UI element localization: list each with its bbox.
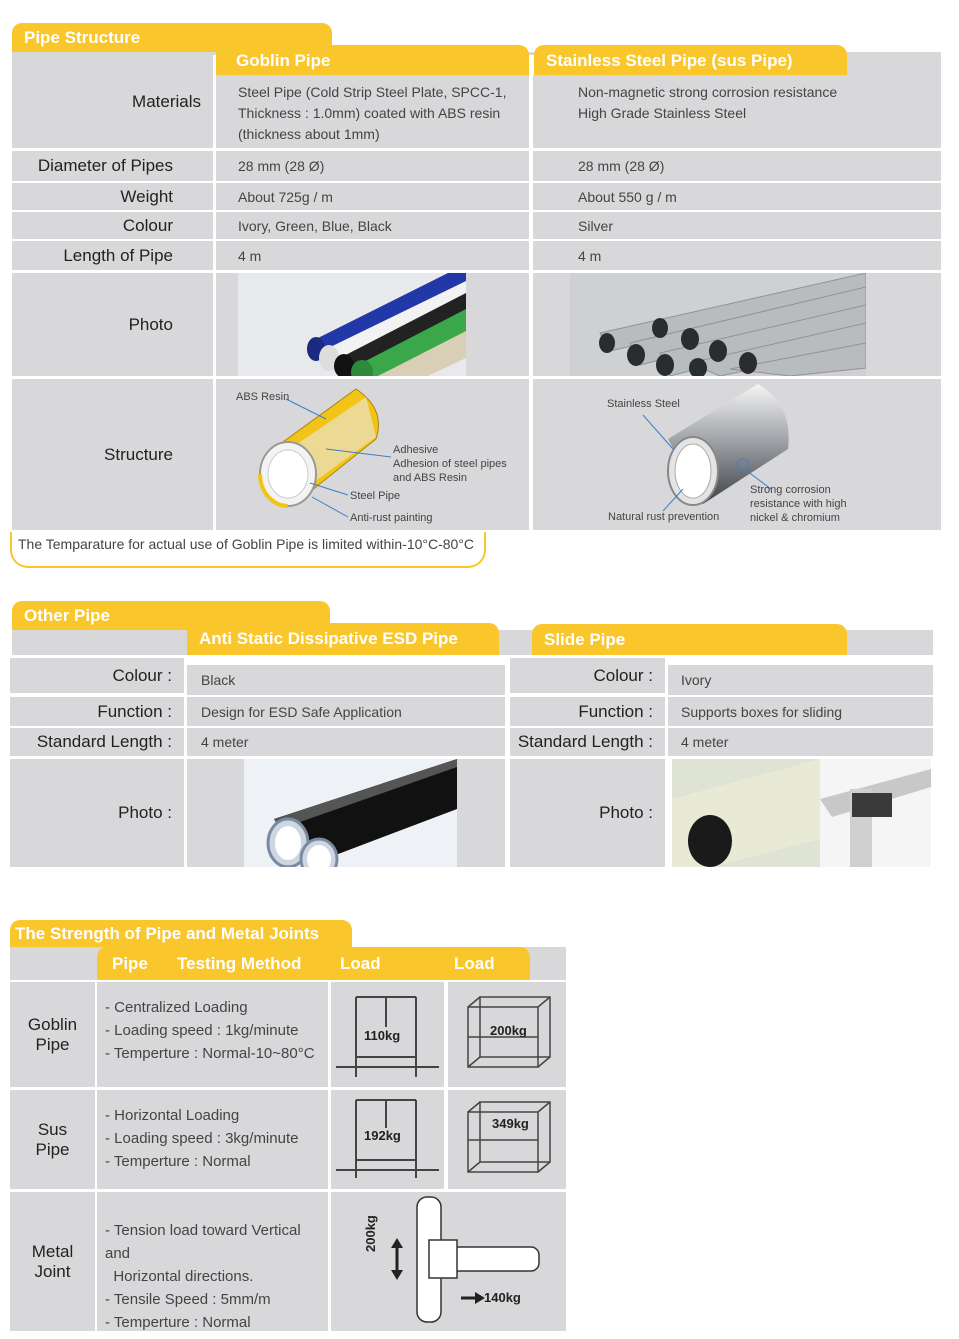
goblin-length: 4 m: [216, 241, 529, 270]
load-value: 110kg: [364, 1028, 401, 1043]
row-label-photo: Photo: [12, 273, 213, 376]
esd-colour: Black: [187, 665, 505, 695]
strength-label-sus: Sus Pipe: [10, 1090, 95, 1189]
header-load-1: Load: [340, 953, 381, 973]
row-label-materials: Materials: [12, 55, 213, 148]
strength-method-metal-joint: - Tension load toward Vertical and Horizontal directions. - Tensile Speed : 5mm/m - Temperture : Normal: [97, 1192, 328, 1331]
esd-length: 4 meter: [187, 728, 505, 756]
load-value: 200kg: [490, 1023, 527, 1038]
load-value: 192kg: [364, 1128, 401, 1143]
sus-diameter: 28 mm (28 Ø): [533, 151, 941, 181]
slide-pipe-photo: [672, 759, 931, 867]
strength-header: [97, 947, 530, 980]
load-figure-sus-frame: [331, 1090, 444, 1189]
slide-length: 4 meter: [668, 728, 933, 756]
load-figure-sus-cube: [448, 1090, 566, 1189]
label-strong-corrosion: Strong corrosion resistance with high nickel & chromium: [750, 484, 847, 524]
col-header-slide: Slide Pipe: [532, 624, 847, 655]
strength-method-sus: - Horizontal Loading - Loading speed : 3kg/minute - Temperture : Normal: [97, 1090, 328, 1189]
section-title-strength: The Strength of Pipe and Metal Joints: [10, 920, 352, 948]
label-anti-rust: Anti-rust painting: [350, 512, 433, 524]
esd-label-photo: Photo :: [10, 759, 184, 867]
label-adhesive: Adhesive Adhesion of steel pipes and ABS Resin: [393, 444, 507, 484]
col-header-esd: Anti Static Dissipative ESD Pipe: [187, 623, 499, 655]
row-label-length: Length of Pipe: [12, 241, 213, 270]
label-abs-resin: ABS Resin: [236, 391, 290, 403]
esd-function: Design for ESD Safe Application: [187, 697, 505, 726]
row-label-colour: Colour: [12, 212, 213, 239]
esd-label-length: Standard Length :: [10, 728, 184, 756]
header-load-2: Load: [454, 953, 495, 973]
strength-method-goblin: - Centralized Loading - Loading speed : 1kg/minute - Temperture : Normal-10~80°C: [97, 982, 328, 1087]
esd-pipe-photo: [244, 759, 457, 867]
slide-label-length: Standard Length :: [510, 728, 665, 756]
esd-label-function: Function :: [10, 697, 184, 726]
sus-materials: Non-magnetic strong corrosion resistance High Grade Stainless Steel: [533, 75, 941, 148]
col-header-sus: Stainless Steel Pipe (sus Pipe): [534, 45, 847, 76]
sus-pipe-photo: [570, 273, 866, 376]
sus-colour: Silver: [533, 212, 941, 239]
strength-label-goblin: Goblin Pipe: [10, 982, 95, 1087]
slide-label-colour: Colour :: [510, 658, 665, 693]
goblin-colour: Ivory, Green, Blue, Black: [216, 212, 529, 239]
label-stainless-steel: Stainless Steel: [607, 398, 680, 410]
strength-label-metal-joint: Metal Joint: [10, 1192, 95, 1331]
row-label-structure: Structure: [12, 379, 213, 530]
section-title-pipe-structure: Pipe Structure: [12, 23, 332, 53]
esd-label-colour: Colour :: [10, 658, 184, 693]
load-figure-metal-joint: [331, 1192, 566, 1331]
sus-weight: About 550 g / m: [533, 183, 941, 210]
goblin-materials: Steel Pipe (Cold Strip Steel Plate, SPCC-1, Thickness : 1.0mm) coated with ABS resin (thickness about 1mm): [216, 75, 529, 148]
sus-length: 4 m: [533, 241, 941, 270]
section-title-other-pipe: Other Pipe: [12, 601, 330, 631]
slide-function: Supports boxes for sliding: [668, 697, 933, 726]
load-figure-goblin-cube: [448, 982, 566, 1087]
temperature-note: The Temparature for actual use of Goblin Pipe is limited within-10°C-80°C: [10, 532, 486, 568]
row-label-weight: Weight: [12, 183, 213, 210]
slide-label-function: Function :: [510, 697, 665, 726]
load-figure-goblin-frame: [331, 982, 444, 1087]
col-header-goblin: Goblin Pipe: [216, 45, 529, 76]
horizontal-load-value: 140kg: [484, 1290, 521, 1305]
sus-structure-diagram: [533, 379, 941, 530]
slide-label-photo: Photo :: [510, 759, 665, 867]
row-label-diameter: Diameter of Pipes: [12, 151, 213, 181]
header-method: Testing Method: [177, 953, 302, 973]
slide-colour: Ivory: [668, 665, 933, 695]
goblin-diameter: 28 mm (28 Ø): [216, 151, 529, 181]
label-steel-pipe: Steel Pipe: [350, 490, 401, 502]
load-value: 349kg: [492, 1116, 529, 1131]
goblin-weight: About 725g / m: [216, 183, 529, 210]
label-natural-rust: Natural rust prevention: [608, 511, 720, 523]
goblin-pipe-photo: [238, 273, 466, 376]
vertical-load-value: 200kg: [363, 1215, 378, 1252]
header-pipe: Pipe: [112, 953, 148, 973]
